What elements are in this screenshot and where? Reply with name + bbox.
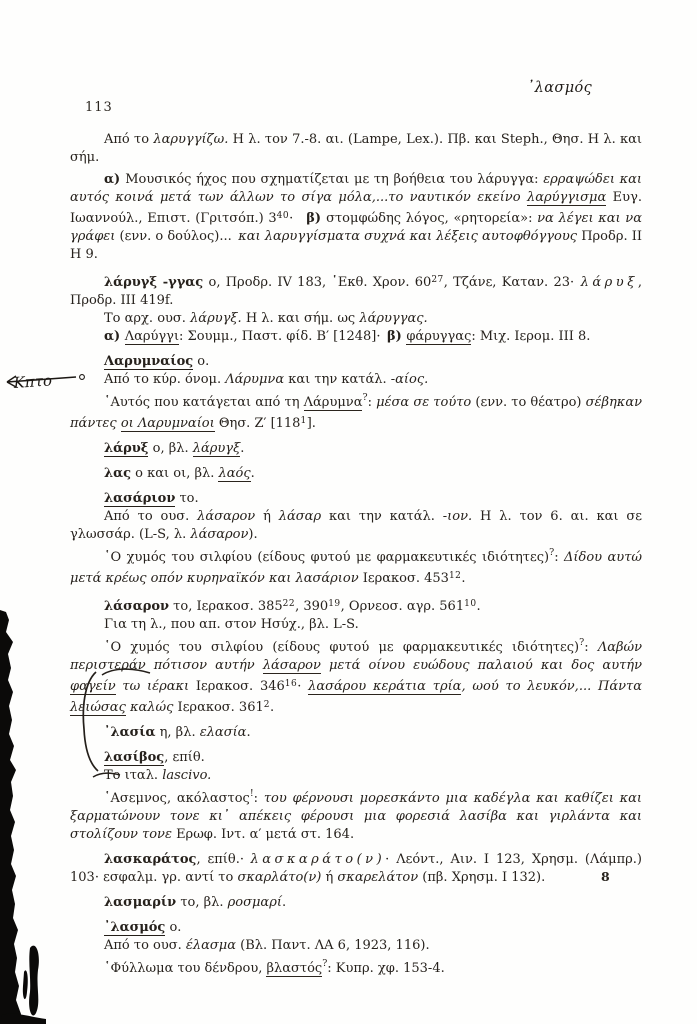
paragraph [70, 634, 642, 717]
text-run: (ενν. το θέατρο) [475, 395, 586, 410]
text-run: , Ορνεοσ. αγρ. 561 [340, 599, 465, 614]
text-run: φαγείν [70, 679, 116, 694]
text-run: (Βλ. Παντ. ΛΑ 6, 1923, 116). [236, 938, 430, 953]
text-run: λάσαρ [278, 509, 322, 524]
page-number: 113 [85, 100, 113, 115]
text-run: ! [249, 788, 254, 799]
text-run: ῾Φύλλωμα του δένδρου, [104, 961, 267, 976]
text-run: ο. [165, 920, 182, 935]
text-run: ο και οι, βλ. [131, 466, 219, 481]
text-run: ερραψώδει και αυτός κοινά μετά των άλλων το σίγα μόλα,...το ναυτικόν εκείνο [70, 172, 642, 205]
text-run: -ιον. [442, 509, 473, 524]
text-run: οι Λαρυμναίοι [120, 416, 215, 431]
text-run: · [289, 211, 307, 226]
text-run: Για τη λ., που απ. στον Ησύχ., βλ. L-S. [104, 617, 359, 632]
text-run: ? [549, 547, 555, 558]
paragraph [70, 171, 642, 264]
text-run: μετά οίνου ευώδους παλαιού και δος αυτήν [320, 658, 643, 673]
running-title: ᾿λασμός [527, 80, 593, 96]
text-run: : Κυπρ. χφ. 153-4. [327, 961, 445, 976]
text-run: ? [322, 958, 328, 969]
text-run: λας [104, 466, 132, 481]
text-run: 19 [328, 599, 341, 609]
text-run: ). [248, 527, 258, 542]
text-run: λασάρου κεράτια τρία [308, 679, 462, 694]
entry-paragraph [70, 271, 642, 310]
text-run: τω ιέρακι [115, 679, 190, 694]
text-run: ο. [193, 354, 210, 369]
text-run: λαρύγγισμα [526, 190, 607, 205]
text-run: . [269, 700, 275, 715]
text-run: Λαρυμναίος [104, 354, 194, 369]
text-run: σκαρλάτο(ν) [237, 870, 322, 885]
text-run: , ωού το λευκόν,... Πάντα [461, 679, 642, 694]
entry-paragraph [70, 595, 642, 616]
text-run: ῾Ασεμνος, ακόλαστος [104, 791, 250, 806]
text-run: λάσαρον [262, 658, 321, 673]
handwritten-margin-note [4, 364, 94, 400]
text-run: ο, Προδρ. IV 183, ῾Εκθ. Χρον. 60 [203, 275, 432, 290]
text-run: Από το ουσ. [104, 509, 198, 524]
text-run: lascivo. [162, 768, 212, 783]
entry-paragraph [70, 353, 642, 371]
text-run: (πβ. Χρησμ. Ι 132). [418, 870, 546, 885]
text-run: β) [387, 329, 407, 344]
ink-stain [0, 610, 60, 1024]
text-run: 1 [300, 416, 307, 426]
text-run: ? [362, 392, 368, 403]
paragraph [70, 389, 642, 433]
text-run: καλώς [125, 700, 174, 715]
text-run: . [240, 441, 245, 456]
text-run: 10 [464, 599, 477, 609]
text-run: λάσαρον [190, 527, 249, 542]
text-run: Λαρύγγι [124, 329, 180, 344]
text-run: ή [255, 509, 279, 524]
entry-paragraph [70, 851, 642, 887]
text-run: βλαστός [266, 961, 323, 976]
paragraph [70, 937, 642, 955]
text-run: σκαρελάτον [337, 870, 419, 885]
text-run: 2 [263, 700, 270, 710]
text-run: λειώσας [70, 700, 126, 715]
text-run: Από το [104, 132, 154, 147]
text-run: σέβηκαν πάντες [70, 395, 643, 431]
text-run: : [367, 395, 377, 410]
text-run: : [554, 550, 565, 565]
text-run: στομφώδης λόγος, «ρητορεία»: [326, 211, 538, 226]
entry-paragraph [70, 894, 642, 912]
paragraph [70, 328, 642, 346]
text-run: λάσαρον [197, 509, 256, 524]
text-run: και λαρυγγίσματα συχνά και λέξεις αυτοφθόγγους [238, 229, 578, 244]
text-run: ᾿λασμός [104, 920, 166, 935]
footer-page-number: 8 [601, 869, 610, 884]
text-run: Από το κύρ. όνομ. [104, 372, 226, 387]
text-run: ? [579, 637, 585, 648]
text-run: α) [104, 329, 125, 344]
dictionary-text-block [70, 131, 642, 978]
text-run: ελασία [199, 725, 247, 740]
text-run: β) [306, 211, 327, 226]
text-run: του φέρνουσι μορεσκάντο μια καδέγλα και καθίζει και ξαρματώνουν τονε κι᾿ απέκεις φέρουσι μια φορεσιά λασίβα και γιρλάντα και στολίζουν τονε [70, 791, 642, 842]
text-run: το, βλ. [176, 895, 228, 910]
text-run: ῾Ο χυμός του σιλφίου (είδους φυτού με φαρμακευτικές ιδιότητες) [104, 550, 550, 565]
text-run: Η λ. τον 6. αι. και σε γλωσσάρ. (L-S, λ. [70, 509, 642, 542]
text-run: και την κατάλ. [284, 372, 391, 387]
text-run: να λέγει και να γράφει [70, 211, 642, 244]
text-run: λάρυγξ -γγας [104, 275, 204, 290]
text-run: , επίθ. [164, 750, 205, 765]
text-run: έλασμα [185, 938, 237, 953]
text-run: ή [321, 870, 338, 885]
text-run: Ιερακοσ. 361 [173, 700, 264, 715]
text-run: α) [104, 172, 126, 187]
paragraph [70, 616, 642, 634]
text-run: Προδρ. ΙΙ Η 9. [70, 229, 643, 262]
entry-paragraph [70, 749, 642, 767]
text-run: : [253, 791, 264, 806]
text-run: : [584, 640, 598, 655]
paragraph [70, 131, 642, 167]
text-run: Λάρυμνα [225, 372, 285, 387]
text-run: φάρυγγας [406, 329, 472, 344]
text-run: 40 [276, 211, 290, 221]
text-run: Δίδου αυτώ μετά κρέως οπόν κυρηναϊκόν και λασάριον [70, 550, 642, 586]
text-run: λάσαρον [104, 599, 170, 614]
text-run: λάρυγξ. [190, 311, 242, 326]
text-run: λασκαράτος [104, 852, 197, 867]
text-run: λασίβος [104, 750, 165, 765]
text-run: Ευγ. Ιωαννούλ., Επιστ. (Γριτσόπ.) 3 [70, 190, 642, 226]
text-run: Μουσικός ήχος που σχηματίζεται με τη βοήθεια του λάρυγγα: [125, 172, 544, 187]
text-run: , Τζάνε, Καταν. 23· [443, 275, 581, 290]
text-run: και την κατάλ. [321, 509, 443, 524]
text-run: ]. [306, 416, 316, 431]
text-run: λασμαρίν [104, 895, 177, 910]
text-run: 16 [284, 679, 298, 689]
paragraph [70, 785, 642, 844]
paragraph [70, 544, 642, 588]
text-run: , επίθ.· [196, 852, 251, 867]
text-run: ῾Αυτός που κατάγεται από τη [104, 395, 304, 410]
text-run: το, Ιερακοσ. 385 [169, 599, 283, 614]
entry-paragraph [70, 724, 642, 742]
handwritten-brace-icon [79, 671, 103, 773]
text-run: Από το ουσ. [104, 938, 186, 953]
text-run: . [281, 895, 287, 910]
text-run: ο, βλ. [148, 441, 193, 456]
text-run: λαρυγγίζω. [153, 132, 229, 147]
text-run: 12 [448, 571, 462, 581]
text-run: Το ιταλ. [104, 768, 163, 783]
text-run: · [297, 679, 309, 694]
text-run: Το αρχ. ουσ. [104, 311, 191, 326]
paragraph [70, 767, 642, 785]
entry-paragraph [70, 465, 642, 483]
text-run: λάρυξ [104, 441, 149, 456]
text-run: λαός [218, 466, 251, 481]
margin-note-text: Κπτο [13, 371, 53, 392]
text-run: 22 [282, 599, 296, 609]
paragraph [70, 371, 642, 389]
text-run: μέσα σε τούτο [376, 395, 476, 410]
text-run: λασκαράτο(ν) [250, 852, 386, 867]
text-run: Ιερακοσ. 453 [358, 571, 449, 586]
text-run: λάρυγγας. [359, 311, 428, 326]
text-run: : Μιχ. Ιερομ. ΙΙΙ 8. [471, 329, 591, 344]
text-run: , Προδρ. ΙΙΙ 419f. [70, 275, 643, 308]
text-run: 27 [431, 275, 444, 285]
text-run: Η λ. τον 7.-8. αι. (Lampe, Lex.). Πβ. και Steph., Θησ. Η λ. και σήμ. [70, 132, 643, 165]
handwritten-overline-icon [100, 666, 154, 678]
entry-paragraph [70, 490, 642, 508]
text-run: ροσμαρί [227, 895, 282, 910]
text-run: Ερωφ. Ιντ. α′ μετά στ. 164. [171, 827, 355, 842]
text-run: Θησ. Ζ′ [118 [214, 416, 301, 431]
text-run: το. [175, 491, 199, 506]
text-run: . [476, 599, 481, 614]
text-run: ᾿λασία [104, 725, 156, 740]
text-run: : Σουμμ., Παστ. φίδ. Β′ [1248]· [179, 329, 388, 344]
text-run: λασάριον [104, 491, 176, 506]
text-run: η, βλ. [155, 725, 200, 740]
paragraph [70, 955, 642, 978]
text-run: . [250, 466, 255, 481]
text-run: Λάρυμνα [303, 395, 363, 410]
text-run: , 390 [295, 599, 329, 614]
text-run: Η λ. και σήμ. ως [241, 311, 360, 326]
text-run: . [246, 725, 251, 740]
text-run: · Λεόντ., Αιν. Ι 123, Χρησμ. (Λάμπρ.) 103· εσφαλμ. γρ. αντί το [70, 852, 642, 885]
handwritten-dash-icon [91, 769, 123, 781]
entry-paragraph [70, 440, 642, 458]
paragraph [70, 508, 642, 544]
text-run: ῾Ο χυμός του σιλφίου (είδους φυτού με φαρμακευτικές ιδιότητες) [104, 640, 580, 655]
text-run: Ιερακοσ. 346 [189, 679, 285, 694]
text-run: λάρυγξ [192, 441, 241, 456]
text-run: Λαβών περιστεράν πότισον αυτήν [70, 640, 642, 673]
entry-paragraph [70, 919, 642, 937]
text-run: (ενν. ο δούλος)... [115, 229, 239, 244]
text-run: . [461, 571, 466, 586]
paragraph [70, 310, 642, 328]
text-run: λάρυξ [580, 275, 638, 290]
text-run: -αίος. [390, 372, 429, 387]
